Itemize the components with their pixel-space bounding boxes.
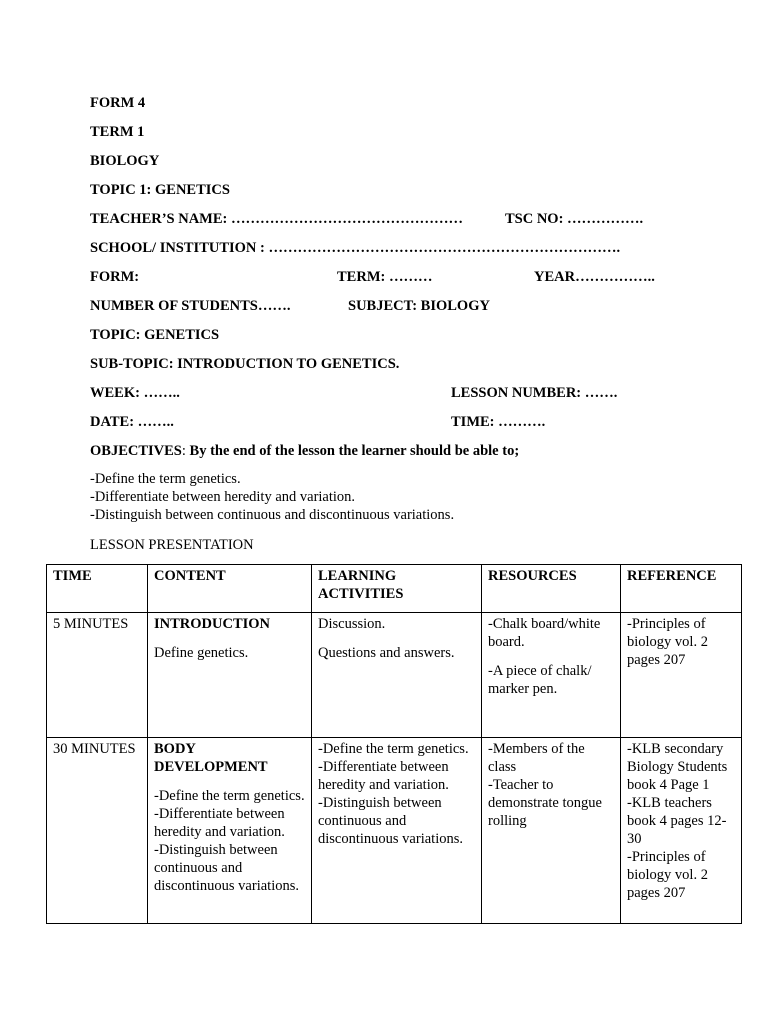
content-title: INTRODUCTION [154, 616, 271, 632]
table-row [47, 613, 742, 738]
activity-item: Questions and answers. [318, 645, 455, 661]
table-header-row [47, 565, 742, 613]
cell-content [148, 738, 312, 924]
time-label: TIME: ………. [451, 414, 546, 430]
subject-line: BIOLOGY [90, 153, 160, 169]
year-label: YEAR…………….. [534, 269, 655, 285]
header-time: TIME [47, 565, 148, 613]
cell-reference: -KLB secondary Biology Students book 4 Page 1 -KLB teachers book 4 pages 12-30 -Principles of biology vol. 2 pages 207 [621, 738, 742, 924]
resource-item: -Chalk board/white board. [488, 616, 601, 650]
objectives-label: OBJECTIVES [90, 443, 182, 459]
lesson-number-label: LESSON NUMBER: ……. [451, 385, 618, 401]
header-resources: RESOURCES [482, 565, 621, 613]
objective-item: -Define the term genetics. [90, 471, 241, 487]
tsc-no: TSC NO: ……………. [505, 211, 644, 227]
subtopic-label: SUB-TOPIC: INTRODUCTION TO GENETICS. [90, 356, 400, 372]
form-line: FORM 4 [90, 95, 146, 111]
objectives-list [90, 470, 454, 524]
cell-activities: -Define the term genetics. -Differentiate between heredity and variation. -Distinguish between continuous and discontinuous variations. [312, 738, 482, 924]
term-line: TERM 1 [90, 124, 145, 140]
objective-item: -Differentiate between heredity and variation. [90, 489, 356, 505]
table-row [47, 738, 742, 924]
topic-line: TOPIC 1: GENETICS [90, 182, 230, 198]
cell-activities [312, 613, 482, 738]
number-of-students: NUMBER OF STUDENTS……. [90, 298, 291, 314]
content-body: Define genetics. [154, 645, 249, 661]
teacher-name: TEACHER’S NAME: ………………………………………… [90, 211, 463, 227]
objectives-intro: By the end of the lesson the learner should be able to; [189, 443, 520, 459]
content-body: -Define the term genetics. -Differentiate between heredity and variation. -Distinguish between continuous and discontinuous variations. [154, 788, 305, 894]
week-label: WEEK: …….. [90, 385, 180, 401]
cell-resources [482, 613, 621, 738]
lesson-presentation-heading: LESSON PRESENTATION [90, 537, 254, 553]
objectives-heading [90, 442, 519, 460]
cell-time: 5 MINUTES [47, 613, 148, 738]
resource-item: -A piece of chalk/ marker pen. [488, 663, 592, 697]
term-label: TERM: ……… [337, 269, 433, 285]
activity-item: Discussion. [318, 616, 386, 632]
school-institution: SCHOOL/ INSTITUTION : ………………………………………………………………. [90, 240, 621, 256]
cell-content [148, 613, 312, 738]
subject-label: SUBJECT: BIOLOGY [348, 298, 490, 314]
cell-reference: -Principles of biology vol. 2 pages 207 [621, 613, 742, 738]
form-label: FORM: [90, 269, 140, 285]
cell-resources: -Members of the class -Teacher to demonstrate tongue rolling [482, 738, 621, 924]
objectives-colon: : [181, 443, 190, 459]
header-reference: REFERENCE [621, 565, 742, 613]
cell-time: 30 MINUTES [47, 738, 148, 924]
lesson-table [46, 564, 742, 924]
header-content: CONTENT [148, 565, 312, 613]
objective-item: -Distinguish between continuous and discontinuous variations. [90, 507, 455, 523]
content-title: BODY DEVELOPMENT [154, 741, 268, 775]
header-learning-activities: LEARNING ACTIVITIES [312, 565, 482, 613]
topic-label: TOPIC: GENETICS [90, 327, 220, 343]
date-label: DATE: …….. [90, 414, 174, 430]
